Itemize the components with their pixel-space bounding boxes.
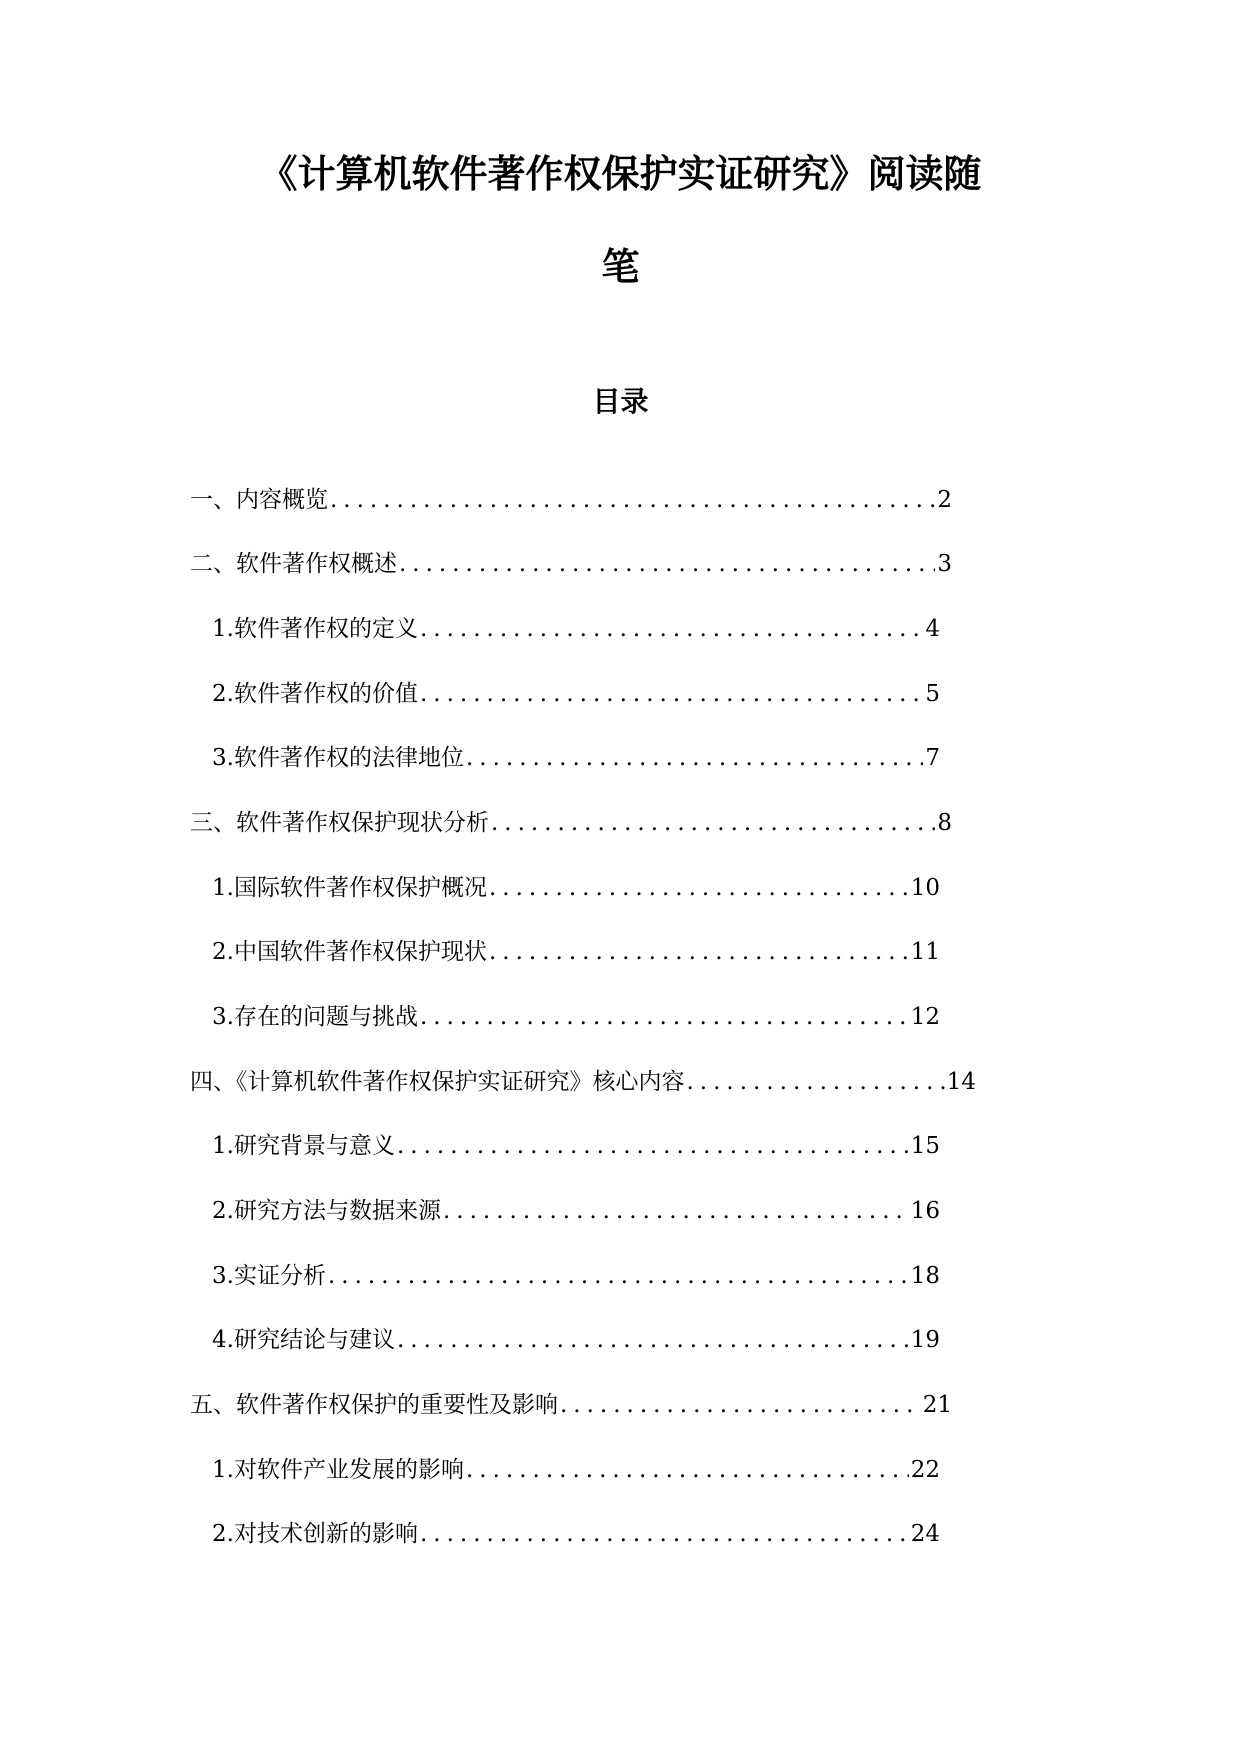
toc-page-number: 11 [910,939,940,965]
toc-entry-number: 2. [212,1521,234,1547]
toc-entry[interactable] [212,1454,940,1486]
toc-entry-number: 1. [212,616,234,642]
toc-heading: 目录 [592,385,649,418]
toc-page-number: 8 [937,810,952,836]
toc-page-number: 4 [925,616,940,642]
toc-dot-leader [420,1518,909,1550]
toc-dot-leader [489,936,909,968]
toc-entry-text: 对软件产业发展的影响 [233,1457,464,1483]
toc-entry[interactable] [212,678,940,710]
toc-dot-leader [489,872,909,904]
toc-page-number: 16 [910,1198,940,1224]
toc-dot-leader [328,1260,909,1292]
toc-entry[interactable] [212,1130,940,1162]
toc-entry-number: 1. [212,1133,234,1159]
toc-dot-leader [397,1130,909,1162]
toc-entry[interactable] [212,742,940,774]
toc-entry-text: 对技术创新的影响 [233,1521,418,1547]
toc-dot-leader [399,548,935,580]
toc-dot-leader [420,613,923,645]
toc-page-number: 14 [946,1069,976,1095]
toc-entry-text: 研究背景与意义 [233,1133,395,1159]
toc-page-number: 19 [910,1327,940,1353]
toc-entry[interactable] [190,484,952,516]
toc-entry[interactable] [212,936,940,968]
toc-page-number: 7 [925,745,940,771]
toc-entry-number: 2. [212,939,234,965]
toc-page-number: 21 [922,1392,952,1418]
toc-entry-text: 研究结论与建议 [233,1327,395,1353]
toc-page-number: 5 [925,681,940,707]
toc-entry[interactable] [190,1066,976,1098]
toc-dot-leader [687,1066,945,1098]
toc-page-number: 12 [910,1004,940,1030]
toc-entry[interactable] [190,548,952,580]
toc-entry-text: 存在的问题与挑战 [233,1004,418,1030]
toc-entry[interactable] [190,807,952,839]
toc-dot-leader [491,807,935,839]
toc-page-number: 24 [910,1521,940,1547]
toc-entry-number: 3. [212,1004,234,1030]
toc-page-number: 22 [910,1457,940,1483]
toc-entry[interactable] [212,1518,940,1550]
toc-page-number: 15 [910,1133,940,1159]
toc-dot-leader [420,1001,909,1033]
toc-entry-text: 中国软件著作权保护现状 [233,939,487,965]
toc-dot-leader [397,1324,909,1356]
document-title-line-2: 笔 [601,245,640,289]
toc-entry-number: 1. [212,875,234,901]
toc-entry[interactable] [212,872,940,904]
toc-page-number: 10 [910,875,940,901]
toc-dot-leader [330,484,935,516]
toc-entry-text: 国际软件著作权保护概况 [233,875,487,901]
toc-entry-text: 软件著作权的法律地位 [233,745,464,771]
toc-entry-text: 二、软件著作权概述 [190,551,397,577]
toc-dot-leader [560,1389,921,1421]
toc-entry-text: 五、软件著作权保护的重要性及影响 [190,1392,558,1418]
toc-entry-text: 研究方法与数据来源 [233,1198,441,1224]
toc-entry-number: 4. [212,1327,234,1353]
toc-dot-leader [443,1195,909,1227]
toc-entry-number: 1. [212,1457,234,1483]
toc-entry-number: 2. [212,681,234,707]
toc-entry-text: 实证分析 [233,1263,326,1289]
toc-entry[interactable] [212,1001,940,1033]
toc-entry[interactable] [190,1389,952,1421]
toc-entry-number: 3. [212,745,234,771]
toc-entry-text: 软件著作权的定义 [233,616,418,642]
toc-entry-number: 2. [212,1198,234,1224]
toc-entry-text: 软件著作权的价值 [233,681,418,707]
toc-page-number: 3 [937,551,952,577]
toc-entry-text: 一、内容概览 [190,487,328,513]
toc-entry[interactable] [212,1324,940,1356]
toc-entry-number: 3. [212,1263,234,1289]
toc-entry-text: 三、软件著作权保护现状分析 [190,810,489,836]
toc-page-number: 18 [910,1263,940,1289]
document-title-line-1: 《计算机软件著作权保护实证研究》阅读随 [259,152,982,196]
toc-entry-text: 四、《计算机软件著作权保护实证研究》核心内容 [190,1069,685,1095]
toc-entry[interactable] [212,613,940,645]
toc-entry[interactable] [212,1195,940,1227]
toc-page-number: 2 [937,487,952,513]
toc-dot-leader [466,1454,909,1486]
toc-dot-leader [420,678,923,710]
toc-entry[interactable] [212,1260,940,1292]
toc-dot-leader [466,742,923,774]
